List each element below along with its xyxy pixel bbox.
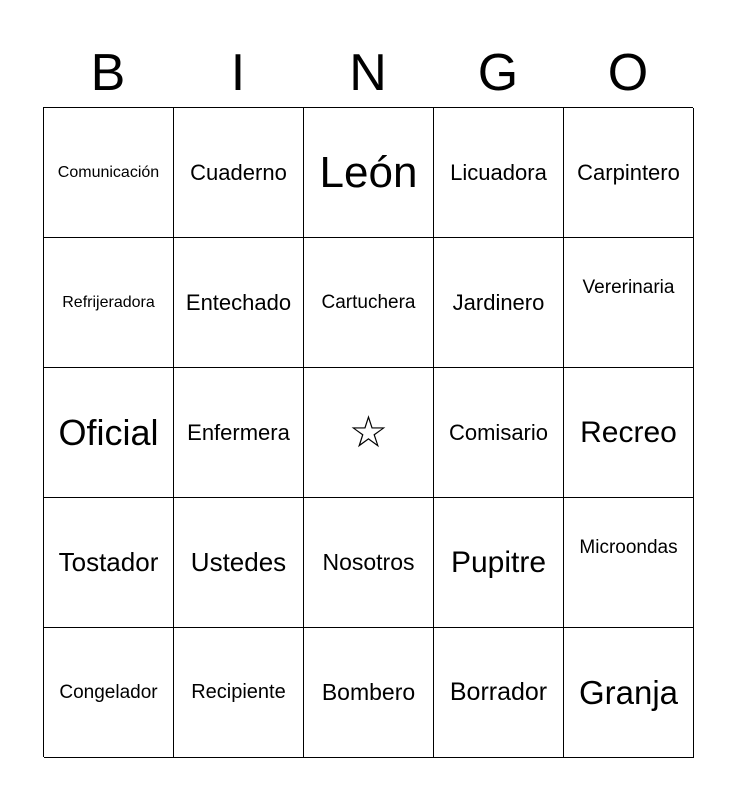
bingo-cell[interactable]: [434, 498, 564, 628]
bingo-card-grid: [43, 107, 693, 757]
cell-label: Microondas: [579, 536, 678, 558]
cell-label: Pupitre: [450, 545, 547, 579]
bingo-cell[interactable]: [44, 108, 174, 238]
header-letter-b: B: [90, 44, 126, 102]
cell-label: Recreo: [580, 415, 677, 449]
bingo-cell[interactable]: [434, 108, 564, 238]
cell-label: Carpintero: [577, 159, 680, 185]
cell-label: Congelador: [59, 681, 158, 703]
cell-label: Licuadora: [450, 159, 547, 185]
cell-label: Refrijeradora: [62, 293, 155, 311]
cell-label: Comisario: [448, 419, 549, 445]
bingo-cell[interactable]: [44, 368, 174, 498]
cell-label: Tostador: [58, 547, 159, 577]
bingo-cell[interactable]: [434, 238, 564, 368]
bingo-cell[interactable]: [44, 238, 174, 368]
bingo-cell[interactable]: [44, 498, 174, 628]
cell-label: Cuaderno: [190, 159, 287, 185]
bingo-header: [43, 40, 693, 106]
bingo-cell[interactable]: [174, 108, 304, 238]
bingo-cell[interactable]: [304, 628, 434, 758]
cell-label: Jardinero: [452, 289, 545, 315]
bingo-cell[interactable]: [304, 498, 434, 628]
bingo-cell[interactable]: [44, 628, 174, 758]
header-letter-o: O: [607, 44, 649, 102]
cell-label: Entechado: [185, 289, 292, 315]
cell-label: Borrador: [449, 678, 548, 706]
bingo-cell[interactable]: [304, 238, 434, 368]
header-letter-i: I: [230, 44, 246, 102]
bingo-cell[interactable]: [564, 108, 694, 238]
star-outline-icon: ☆: [348, 406, 389, 458]
bingo-cell[interactable]: [304, 108, 434, 238]
bingo-cell[interactable]: [434, 628, 564, 758]
cell-label: Oficial: [58, 411, 159, 453]
bingo-cell[interactable]: [564, 498, 694, 628]
bingo-cell[interactable]: [174, 368, 304, 498]
bingo-cell[interactable]: [174, 498, 304, 628]
header-letter-n: N: [349, 44, 387, 102]
free-space-cell[interactable]: [304, 368, 434, 498]
cell-label: Ustedes: [190, 547, 287, 577]
bingo-cell[interactable]: [564, 238, 694, 368]
cell-label: Granja: [578, 673, 679, 711]
cell-label: Comunicación: [57, 163, 160, 181]
cell-label: Cartuchera: [321, 291, 416, 313]
cell-label: Enfermera: [187, 419, 290, 445]
bingo-cell[interactable]: [564, 628, 694, 758]
bingo-cell[interactable]: [174, 628, 304, 758]
bingo-cell[interactable]: [564, 368, 694, 498]
cell-label: Nosotros: [322, 549, 415, 575]
bingo-cell[interactable]: [174, 238, 304, 368]
cell-label: León: [319, 147, 418, 197]
cell-label: Vererinaria: [582, 276, 675, 298]
bingo-cell[interactable]: [434, 368, 564, 498]
cell-label: Recipiente: [191, 681, 286, 703]
cell-label: Bombero: [321, 679, 416, 705]
header-letter-g: G: [477, 44, 519, 102]
